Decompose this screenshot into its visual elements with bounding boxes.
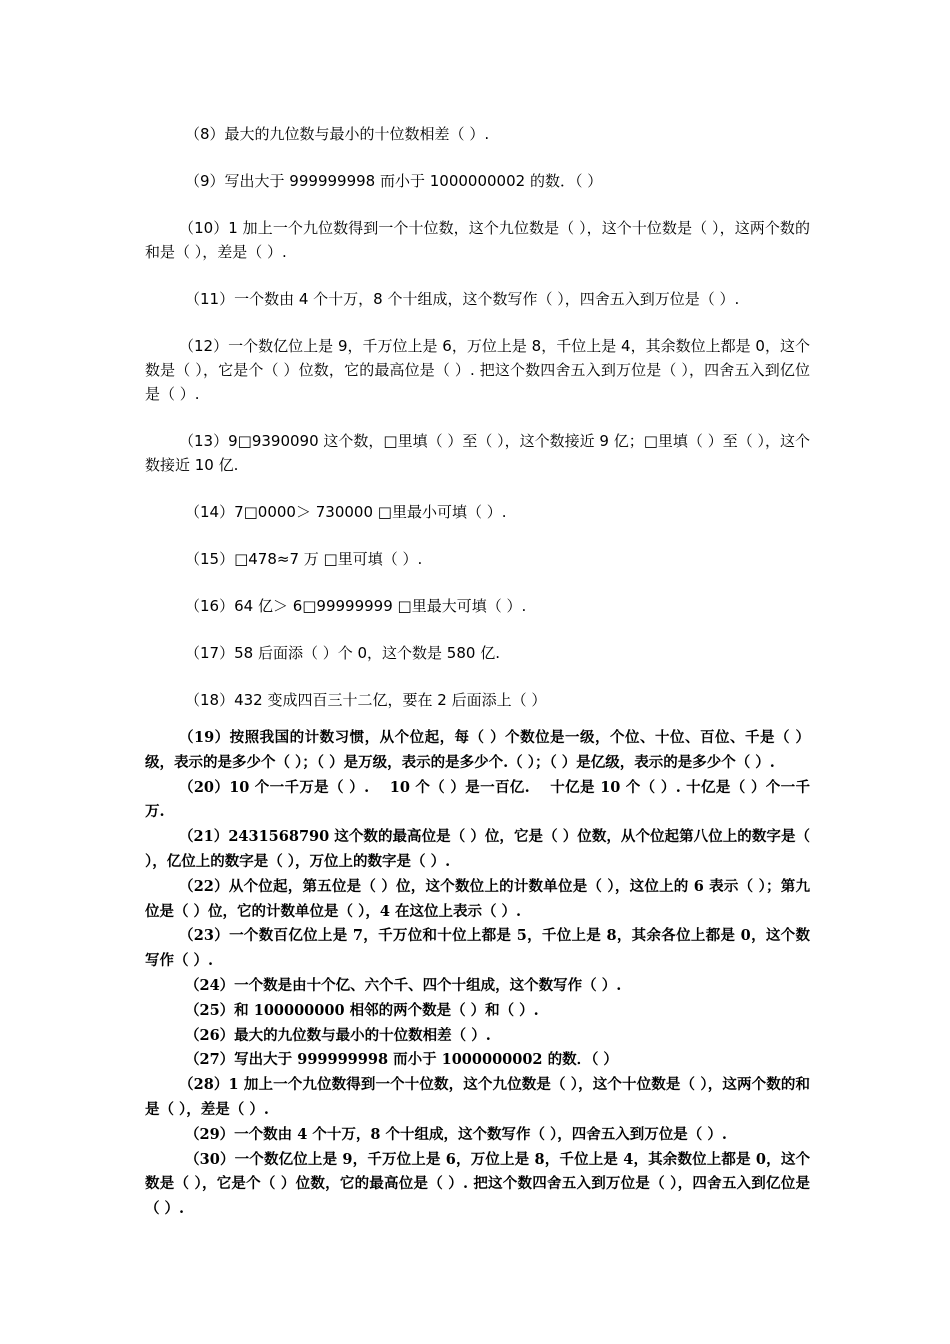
question-15: （15）□478≈7 万 □里可填（ ）.: [185, 550, 423, 568]
question-25: （25）和 100000000 相邻的两个数是（ ）和（ ）.: [185, 1001, 539, 1019]
question-16: （16）64 亿＞ 6□99999999 □里最大可填（ ）.: [185, 597, 527, 615]
question-17: （17）58 后面添（ ）个 0，这个数是 580 亿.: [185, 644, 500, 662]
question-10: （10）1 加上一个九位数得到一个十位数，这个九位数是（ ），这个十位数是（ ），这两个数的和是（ ），差是（ ）.: [145, 219, 810, 261]
question-30: （30）一个数亿位上是 9，千万位上是 6，万位上是 8，千位上是 4，其余数位上都是 0，这个数是（ ），它是个（ ）位数，它的最高位是（ ）. 把这个数四舍五入到万位是（ ），四舍五入到亿位是（ ）.: [145, 1150, 810, 1218]
question-27: （27）写出大于 999999998 而小于 1000000002 的数．（ ）: [185, 1051, 618, 1069]
question-24: （24）一个数是由十个亿、六个千、四个十组成，这个数写作（ ）.: [185, 976, 622, 994]
question-11: （11）一个数由 4 个十万，8 个十组成，这个数写作（ ），四舍五入到万位是（ ）.: [185, 290, 740, 308]
question-13: （13）9□9390090 这个数，□里填（ ）至（ ），这个数接近 9 亿；□里填（ ）至（ ），这个数接近 10 亿.: [145, 432, 810, 474]
question-8: （8）最大的九位数与最小的十位数相差（ ）.: [185, 125, 490, 143]
question-29: （29）一个数由 4 个十万，8 个十组成，这个数写作（ ），四舍五入到万位是（ ）.: [185, 1125, 727, 1143]
question-12: （12）一个数亿位上是 9，千万位上是 6，万位上是 8，千位上是 4，其余数位上都是 0，这个数是（ ），它是个（ ）位数，它的最高位是（ ）. 把这个数四舍五入到万位是（ ），四舍五入到亿位是（ ）.: [145, 337, 810, 403]
question-20: （20）10 个一千万是（ ）. 10 个（ ）是一百亿. 十亿是 10 个（ ）. 十亿是（ ）个一千万.: [145, 778, 810, 821]
bold-question-block: [145, 726, 810, 1222]
question-14: （14）7□0000＞ 730000 □里最小可填（ ）.: [185, 503, 507, 521]
question-23: （23）一个数百亿位上是 7，千万位和十位上都是 5，千位上是 8，其余各位上都是 0，这个数写作（ ）.: [145, 927, 810, 970]
question-21: （21）2431568790 这个数的最高位是（ ）位，它是（ ）位数，从个位起第八位上的数字是（ ），亿位上的数字是（ ），万位上的数字是（ ）.: [145, 828, 810, 870]
question-19: （19）按照我国的计数习惯，从个位起，每（ ）个数位是一级，个位、十位、百位、千是（ ）级，表示的是多少个（ ）；（ ）是万级，表示的是多少个.（ ）；（ ）是亿级，表示的是多少个（ ）.: [145, 729, 810, 771]
question-9: （9）写出大于 999999998 而小于 1000000002 的数．（ ）: [185, 172, 603, 190]
worksheet-page: [145, 122, 810, 1222]
question-28: （28）1 加上一个九位数得到一个十位数，这个九位数是（ ），这个十位数是（ ），这两个数的和是（ ），差是（ ）.: [145, 1076, 810, 1118]
question-18: （18）432 变成四百三十二亿，要在 2 后面添上（ ）: [185, 691, 547, 709]
question-26: （26）最大的九位数与最小的十位数相差（ ）.: [185, 1026, 491, 1044]
question-22: （22）从个位起，第五位是（ ）位，这个数位上的计数单位是（ ），这位上的 6 表示（ ）；第九位是（ ）位，它的计数单位是（ ），4 在这位上表示（ ）.: [145, 877, 810, 920]
